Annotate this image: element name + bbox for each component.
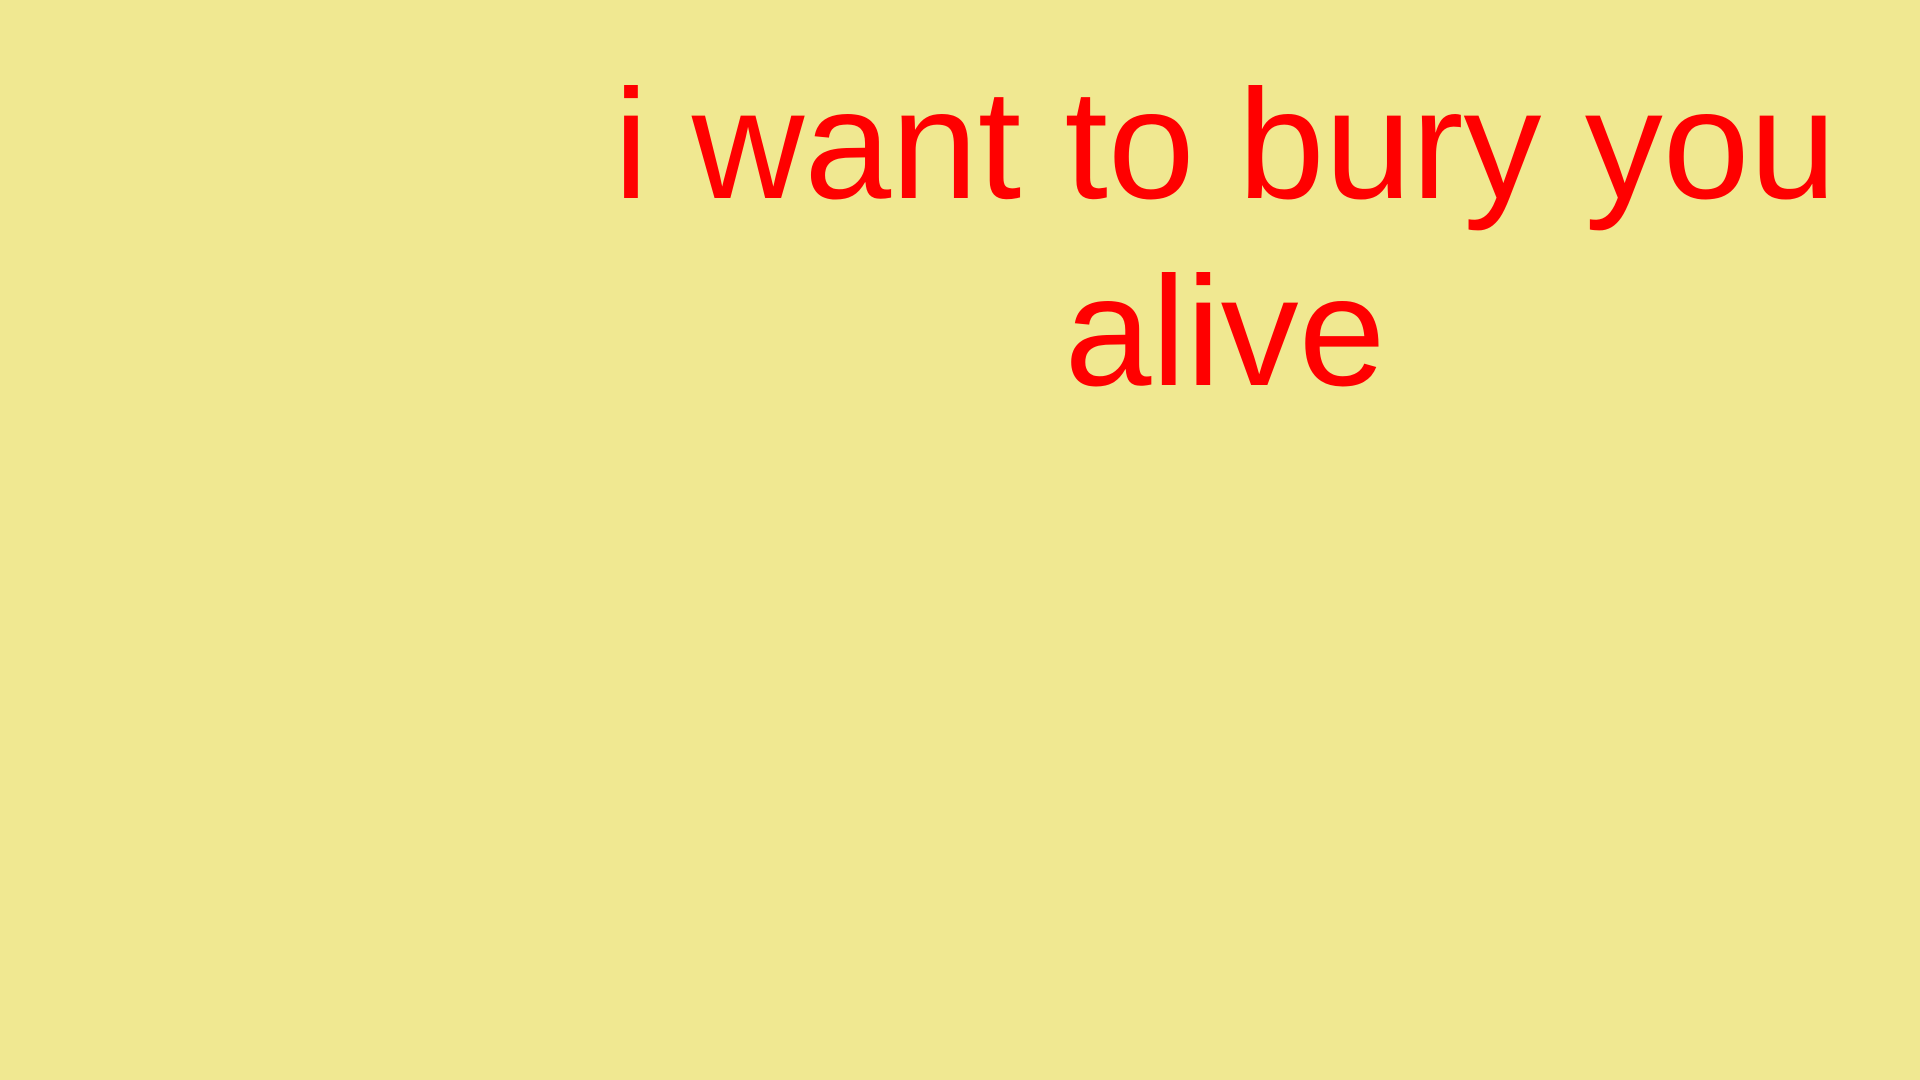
slide-text: i want to bury you alive (613, 58, 1837, 419)
